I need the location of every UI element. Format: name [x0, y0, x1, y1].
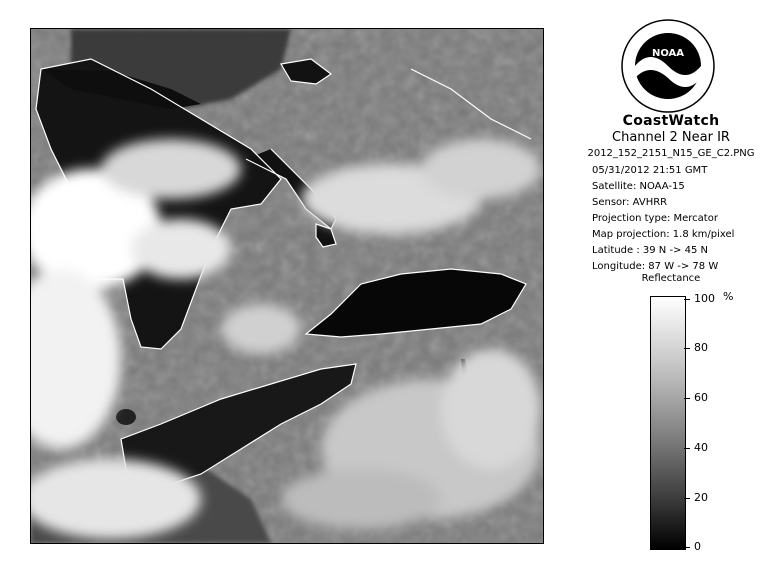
sensor-label: Sensor: AVHRR [592, 197, 668, 208]
projection-type-label: Projection type: Mercator [592, 213, 718, 224]
colorbar-tick [684, 448, 690, 449]
colorbar-tick [684, 398, 690, 399]
latitude-label: Latitude : 39 N -> 45 N [592, 245, 708, 256]
colorbar-tick-label: 100 [694, 292, 715, 305]
satellite-label: Satellite: NOAA-15 [592, 181, 685, 192]
svg-text:NOAA: NOAA [651, 48, 685, 59]
colorbar-tick-label: 20 [694, 491, 708, 504]
colorbar-scale [650, 296, 686, 550]
colorbar-tick [684, 348, 690, 349]
satellite-image [30, 28, 544, 544]
channel-label: Channel 2 Near IR [612, 130, 730, 145]
lake-st-clair [116, 409, 136, 425]
colorbar-tick-label: 0 [694, 540, 701, 553]
datetime-label: 05/31/2012 21:51 GMT [592, 165, 708, 176]
noaa-logo-icon [620, 18, 716, 114]
colorbar-title: Reflectance [641, 273, 701, 284]
colorbar-tick-label: 40 [694, 441, 708, 454]
colorbar-tick [684, 299, 690, 300]
filename-label: 2012_152_2151_N15_GE_C2.PNG [587, 148, 755, 159]
colorbar-tick-label: 60 [694, 391, 708, 404]
app-title: CoastWatch [622, 113, 720, 129]
colorbar-unit: % [723, 290, 734, 303]
longitude-label: Longitude: 87 W -> 78 W [592, 261, 719, 272]
map-projection-label: Map projection: 1.8 km/pixel [592, 229, 735, 240]
colorbar-tick-label: 80 [694, 341, 708, 354]
colorbar-tick [684, 498, 690, 499]
info-panel [560, 0, 782, 572]
colorbar-tick [684, 547, 690, 548]
